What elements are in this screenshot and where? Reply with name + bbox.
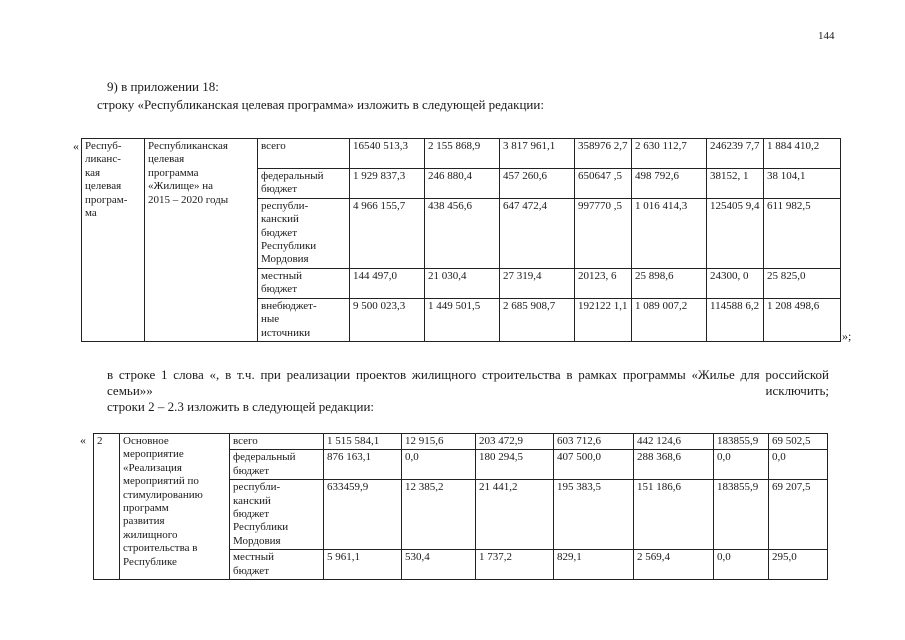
value-cell: 2 630 112,7 [632,139,707,169]
value-cell: 1 884 410,2 [764,139,841,169]
intro-line-1: 9) в приложении 18: [107,79,219,94]
value-cell: 38152, 1 [707,169,764,199]
row-label-line: бюджет [261,183,297,196]
value-cell: 498 792,6 [632,169,707,199]
table2-open-quote: « [80,433,86,447]
table1-close-quote: »; [842,329,852,343]
value-cell: 183855,9 [714,480,769,550]
value-cell: 407 500,0 [554,450,634,480]
row-label-line: бюджет [261,226,297,239]
row-label-line: Мордовия [233,534,281,547]
row-label [258,268,350,298]
program-name-cell-line: 2015 – 2020 годы [148,193,229,206]
row-label [230,550,324,580]
measure-title-cell-line: мероприятие [123,448,184,461]
value-cell: 438 456,6 [425,198,500,268]
measure-title-cell-line: Основное [123,435,169,447]
value-cell: 2 569,4 [634,550,714,580]
program-type-cell-line: кая [85,166,101,179]
row-label-line: внебюджет- [261,299,317,312]
value-cell: 25 898,6 [632,268,707,298]
program-type-cell-line: програм- [85,193,128,206]
row-label [230,480,324,550]
value-cell: 5 961,1 [324,550,402,580]
value-cell: 1 515 584,1 [324,434,402,450]
value-cell: 647 472,4 [500,198,575,268]
value-cell: 3 817 961,1 [500,139,575,169]
measure-title-cell-line: строительства в [123,542,198,555]
value-cell: 2 155 868,9 [425,139,500,169]
value-cell: 21 030,4 [425,268,500,298]
value-cell: 1 208 498,6 [764,298,841,341]
value-cell: 611 982,5 [764,198,841,268]
page-number: 144 [818,30,835,42]
measure-title-cell [120,434,230,580]
value-cell: 246 880,4 [425,169,500,199]
measure-title-cell-line: программ [123,502,169,515]
value-cell: 183855,9 [714,434,769,450]
value-cell: 530,4 [402,550,476,580]
value-cell: 997770 ,5 [575,198,632,268]
program-name-cell-line: «Жилище» на [148,180,213,193]
measures-table [93,433,828,580]
value-cell: 295,0 [769,550,828,580]
row-label-line: бюджет [233,464,269,477]
value-cell: 0,0 [714,450,769,480]
row-label-line: Мордовия [261,253,309,266]
value-cell: 1 449 501,5 [425,298,500,341]
row-label [258,139,350,169]
row-label-line: Республики [233,521,289,534]
row-label [258,169,350,199]
value-cell: 829,1 [554,550,634,580]
value-cell: 25 825,0 [764,268,841,298]
value-cell: 0,0 [714,550,769,580]
row-label-line: федеральный [261,170,324,182]
value-cell: 288 368,6 [634,450,714,480]
intro-line-2: строку «Республиканская целевая программа» изложить в следующей редакции: [97,97,544,112]
measure-title-cell-line: «Реализация [123,461,182,474]
value-cell: 442 124,6 [634,434,714,450]
value-cell: 1 089 007,2 [632,298,707,341]
program-type-cell [82,139,145,342]
row-label [258,198,350,268]
value-cell: 633459,9 [324,480,402,550]
value-cell: 27 319,4 [500,268,575,298]
value-cell: 876 163,1 [324,450,402,480]
row-number-cell-line: 2 [97,435,103,447]
program-type-cell-line: ма [85,207,97,220]
value-cell: 2 685 908,7 [500,298,575,341]
value-cell: 144 497,0 [350,268,425,298]
value-cell: 180 294,5 [476,450,554,480]
value-cell: 1 737,2 [476,550,554,580]
row-label [230,434,324,450]
measure-title-cell-line: стимулированию [123,488,203,501]
value-cell: 69 502,5 [769,434,828,450]
program-name-cell-line: Республиканская [148,140,228,152]
value-cell: 650647 ,5 [575,169,632,199]
row-number-cell [94,434,120,580]
program-name-cell [145,139,258,342]
measure-title-cell-line: Республике [123,555,177,568]
value-cell: 24300, 0 [707,268,764,298]
measure-title-cell-line: развития [123,515,165,528]
value-cell: 192122 1,1 [575,298,632,341]
value-cell: 246239 7,7 [707,139,764,169]
value-cell: 603 712,6 [554,434,634,450]
value-cell: 457 260,6 [500,169,575,199]
value-cell: 4 966 155,7 [350,198,425,268]
value-cell: 0,0 [402,450,476,480]
row-label-line: местный [261,269,302,282]
paragraph-exclude-words: в строке 1 слова «, в т.ч. при реализации проектов жилищного строительства в рамках программы «Жилье для российской семьи»» исключить; [107,367,829,398]
value-cell: 195 383,5 [554,480,634,550]
value-cell: 203 472,9 [476,434,554,450]
table-row [94,434,828,450]
row-label-line: всего [233,435,258,447]
program-table [81,138,841,342]
table-row [82,139,841,169]
row-label-line: ные [261,313,280,326]
row-label-line: всего [261,140,286,152]
row-label [230,450,324,480]
value-cell: 12 385,2 [402,480,476,550]
value-cell: 38 104,1 [764,169,841,199]
value-cell: 69 207,5 [769,480,828,550]
program-type-cell-line: Респуб- [85,140,122,152]
row-label-line: бюджет [233,508,269,521]
row-label-line: федеральный [233,451,296,464]
value-cell: 1 016 414,3 [632,198,707,268]
program-type-cell-line: целевая [85,180,122,193]
value-cell: 12 915,6 [402,434,476,450]
row-label-line: Республики [261,240,317,253]
measure-title-cell-line: жилищного [123,528,178,541]
measure-title-cell-line: мероприятий по [123,475,199,488]
row-label-line: местный [233,551,274,564]
row-label-line: республи- [261,199,309,212]
value-cell: 20123, 6 [575,268,632,298]
value-cell: 125405 9,4 [707,198,764,268]
row-label-line: канский [233,494,271,507]
value-cell: 21 441,2 [476,480,554,550]
row-label-line: канский [261,213,299,226]
program-type-cell-line: ликанс- [85,153,121,166]
value-cell: 1 929 837,3 [350,169,425,199]
row-label-line: источники [261,326,311,339]
value-cell: 16540 513,3 [350,139,425,169]
program-name-cell-line: целевая [148,153,185,166]
paragraph-rows-edit: строки 2 – 2.3 изложить в следующей редакции: [107,399,375,414]
row-label-line: бюджет [233,564,269,577]
table1-open-quote: « [73,139,79,153]
value-cell: 151 186,6 [634,480,714,550]
value-cell: 114588 6,2 [707,298,764,341]
row-label [258,298,350,341]
value-cell: 358976 2,7 [575,139,632,169]
value-cell: 0,0 [769,450,828,480]
paragraph-exclude-words-line [107,367,829,399]
row-label-line: республи- [233,481,281,494]
value-cell: 9 500 023,3 [350,298,425,341]
program-name-cell-line: программа [148,166,199,179]
row-label-line: бюджет [261,283,297,296]
